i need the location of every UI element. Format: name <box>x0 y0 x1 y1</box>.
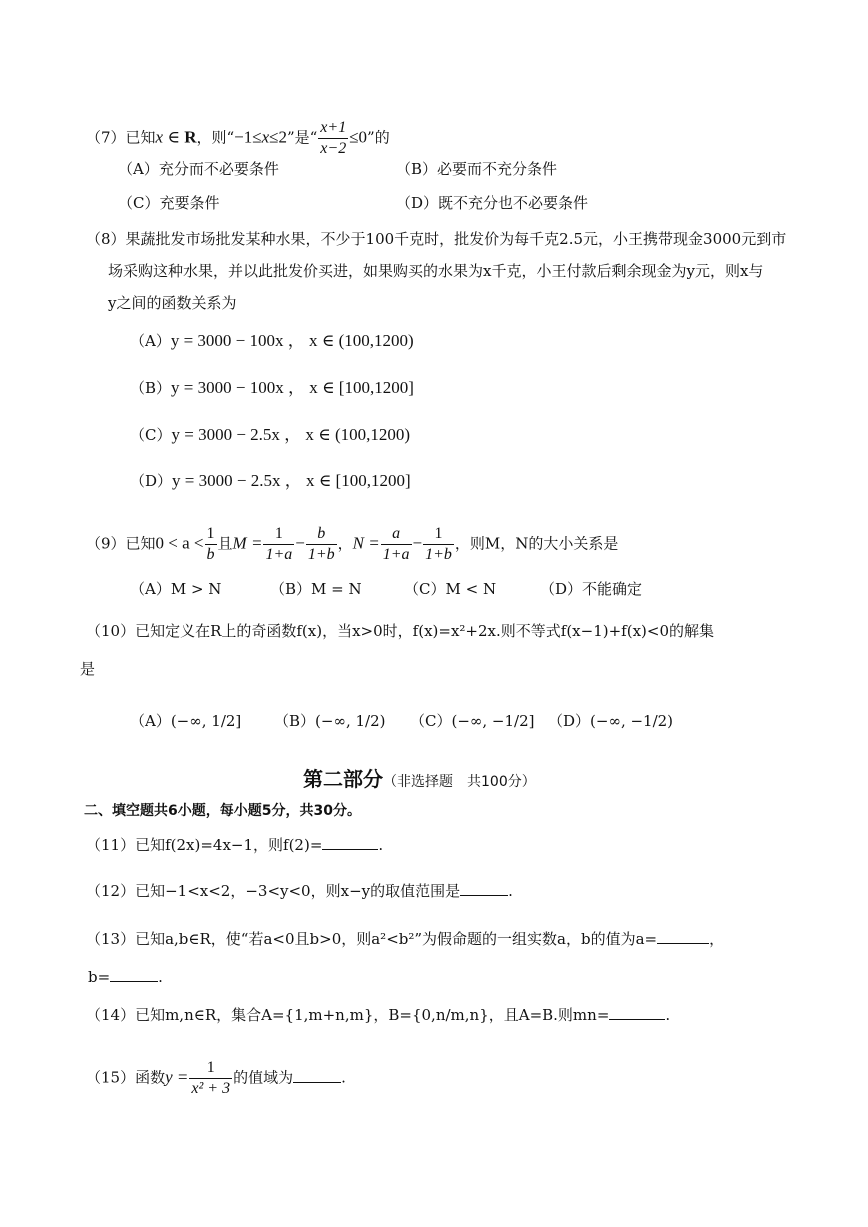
option-formula: y = 3000 − 100x ， x ∈ (100,1200) <box>170 331 414 350</box>
q10-option-c: （C）(−∞, −1/2] <box>410 712 535 730</box>
option-formula: y = 3000 − 2.5x ， x ∈ [100,1200] <box>172 471 411 490</box>
q10-option-a: （A）(−∞, 1/2] <box>130 712 242 730</box>
option-label: （B） <box>130 379 172 397</box>
q13-line-2: b= . <box>88 968 163 986</box>
q9-option-d: （D）不能确定 <box>540 580 643 598</box>
answer-blank <box>609 1005 665 1020</box>
q10-line-2: 是 <box>80 660 96 678</box>
q15: （15）函数y = $\frac{1}{\text{x² + 3}}$ 的值域为 . <box>86 1059 346 1097</box>
q10-option-b: （B）(−∞, 1/2) <box>274 712 386 730</box>
answer-blank <box>657 929 709 944</box>
q10-option-d: （D）(−∞, −1/2) <box>548 712 674 730</box>
q9-stem: （9）已知0 < a < $\frac{1}{b}$ 且M = $\frac{1}{1+a}$ − $\frac{b}{1+b}$ ，N = $\frac{a}{1+a}$ − $\frac{1}{1+b}$ ，则M，N的大小关系是 <box>86 525 619 563</box>
q10-line-1: （10）已知定义在R上的奇函数f(x)，当x>0时，f(x)=x²+2x.则不等式f(x−1)+f(x)<0的解集 <box>86 622 714 640</box>
q11: （11）已知f(2x)=4x−1，则f(2)= . <box>86 836 384 854</box>
q8-option-a <box>130 330 414 352</box>
answer-blank <box>322 835 378 850</box>
q7-option-b: （B）必要而不充分条件 <box>396 160 558 178</box>
q9-option-a: （A）M > N <box>130 580 222 598</box>
answer-blank <box>293 1068 341 1083</box>
q8-line-1: （8）果蔬批发市场批发某种水果，不少于100千克时，批发价为每千克2.5元，小王携带现金3000元到市 <box>86 230 787 248</box>
answer-blank <box>460 881 508 896</box>
q7-option-c: （C）充要条件 <box>118 194 220 212</box>
q8-option-b <box>130 377 414 399</box>
q7-stem: （7）已知x ∈ R，则“−1≤x≤2”是“ $\frac{x+1}{x-2}$ ≤0”的 <box>86 119 390 157</box>
q7-option-d: （D）既不充分也不必要条件 <box>396 194 589 212</box>
q9-option-c: （C）M < N <box>404 580 497 598</box>
fill-in-heading: 二、填空题共6小题，每小题5分，共30分。 <box>84 803 361 819</box>
answer-blank <box>110 967 158 982</box>
option-label: （A） <box>130 332 171 350</box>
option-formula: y = 3000 − 2.5x ， x ∈ (100,1200) <box>171 425 411 444</box>
q9-option-b: （B）M = N <box>270 580 362 598</box>
q8-option-d <box>130 470 411 492</box>
part2-title: 第二部分（非选择题 共100分） <box>303 767 536 791</box>
q8-line-3: y之间的函数关系为 <box>108 294 237 312</box>
option-label: （D） <box>130 472 173 490</box>
option-label: （C） <box>130 426 172 444</box>
q14: （14）已知m,n∈R，集合A={1,m+n,m}，B={0,n/m,n}，且A=B.则mn= . <box>86 1006 671 1024</box>
option-formula: y = 3000 − 100x ， x ∈ [100,1200] <box>171 378 414 397</box>
q12: （12）已知−1<x<2，−3<y<0，则x−y的取值范围是 . <box>86 882 513 900</box>
q7-option-a: （A）充分而不必要条件 <box>118 160 279 178</box>
q8-option-c <box>130 424 410 446</box>
q8-line-2: 场采购这种水果，并以此批发价买进，如果购买的水果为x千克，小王付款后剩余现金为y元，则x与 <box>108 262 764 280</box>
q13-line-1: （13）已知a,b∈R，使“若a<0且b>0，则a²<b²”为假命题的一组实数a，b的值为a= ， <box>86 930 725 948</box>
